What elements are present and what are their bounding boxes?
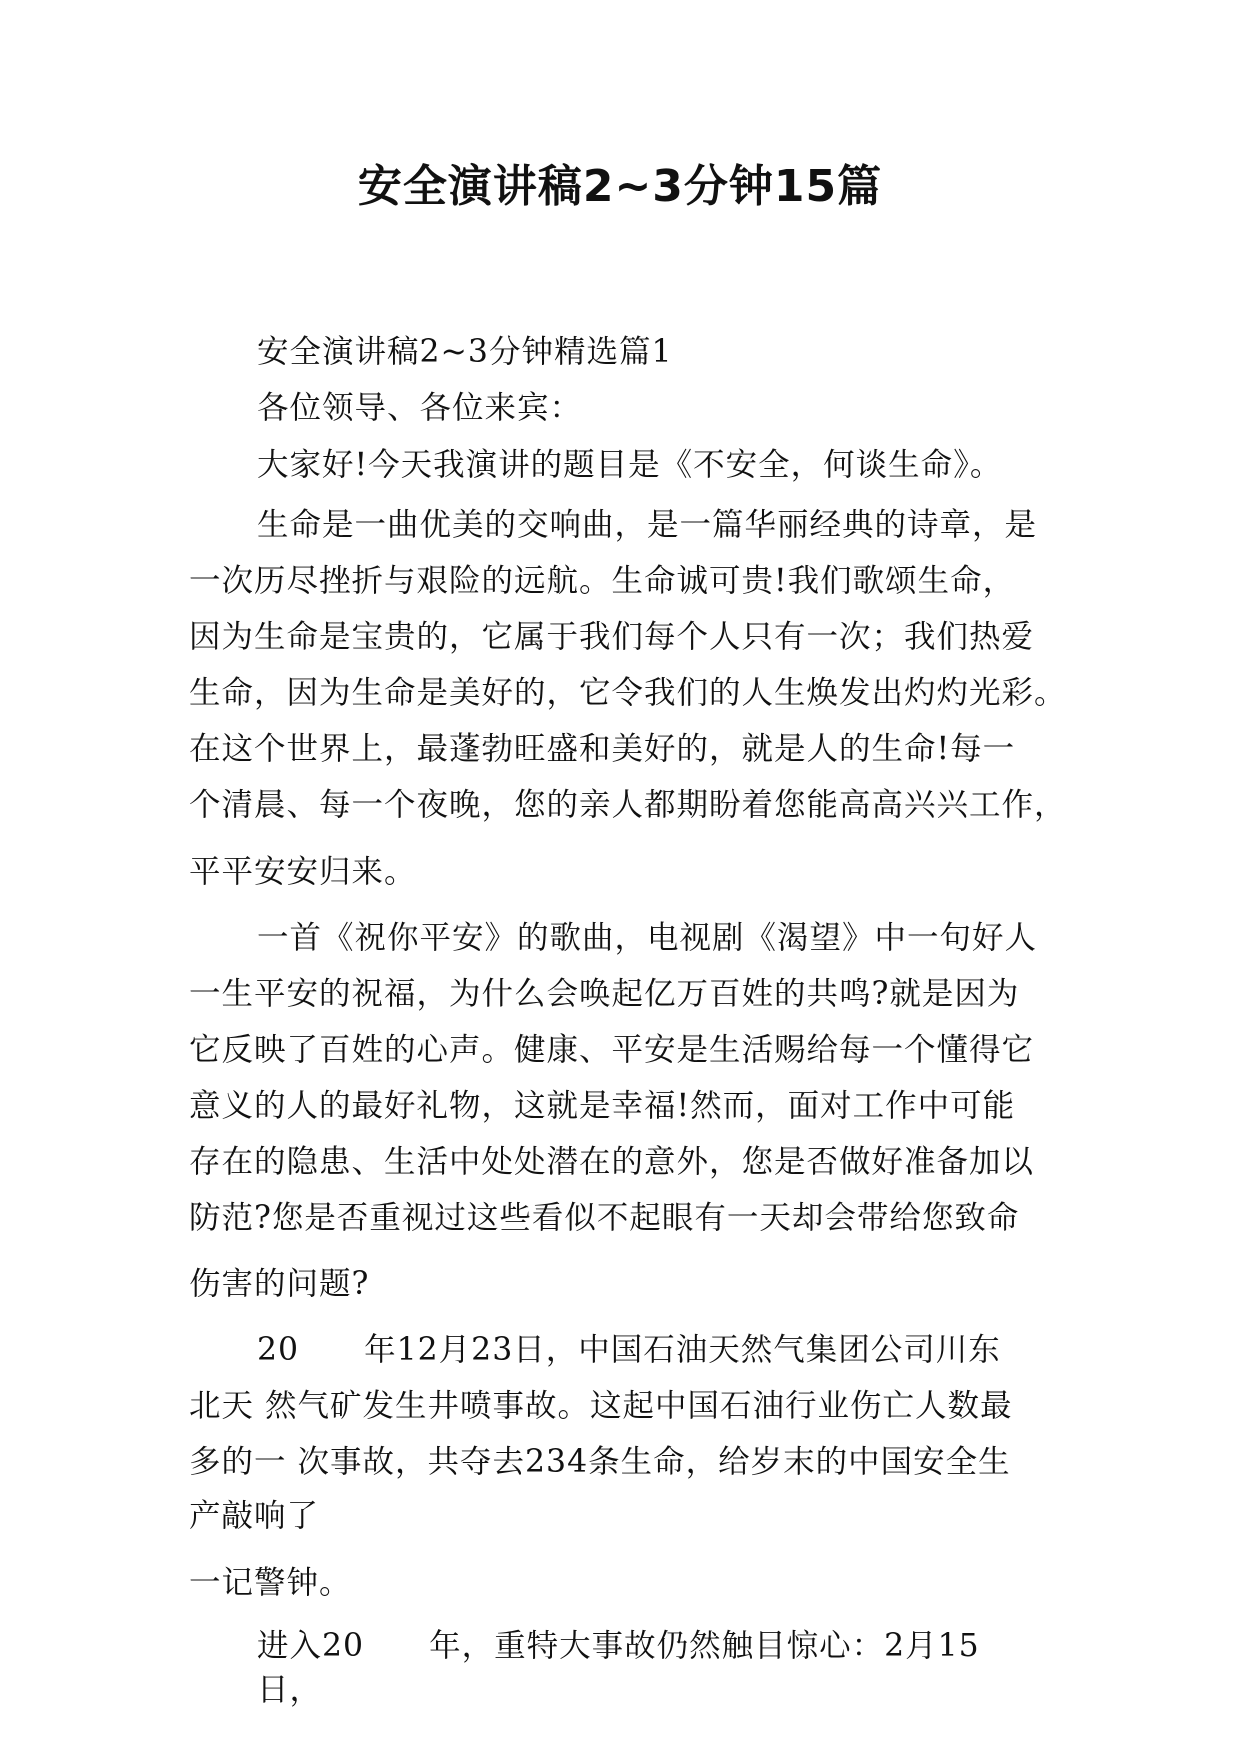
text-line: 多的一 次事故，共夺去234条生命，给岁末的中国安全生	[189, 1444, 1011, 1480]
text-line: 个清晨、每一个夜晚，您的亲人都期盼着您能高高兴兴工作，	[189, 787, 1067, 823]
text-line: 一次历尽挫折与艰险的远航。生命诚可贵!我们歌颂生命，	[189, 563, 1016, 599]
text-line: 大家好!今天我演讲的题目是《不安全，何谈生命》。	[257, 447, 1003, 483]
salutation: 各位领导、各位来宾：	[257, 390, 583, 426]
text-line: 一生平安的祝福，为什么会唤起亿万百姓的共鸣?就是因为	[189, 976, 1020, 1012]
text-line: 平平安安归来。	[189, 854, 417, 890]
text-line: 在这个世界上，最蓬勃旺盛和美好的，就是人的生命!每一	[189, 731, 1016, 767]
text-line: 意义的人的最好礼物，这就是幸福!然而，面对工作中可能	[189, 1088, 1016, 1124]
text-line: 20 年12月23日，中国石油天然气集团公司川东	[257, 1332, 1001, 1368]
text-line: 防范?您是否重视过这些看似不起眼有一天却会带给您致命	[189, 1200, 1020, 1236]
text-line: 它反映了百姓的心声。健康、平安是生活赐给每一个懂得它	[189, 1032, 1035, 1068]
text-line: 产敲响了	[189, 1498, 320, 1534]
document-title: 安全演讲稿2~3分钟15篇	[357, 161, 883, 212]
text-line: 生命是一曲优美的交响曲，是一篇华丽经典的诗章，是	[257, 507, 1038, 543]
text-line: 一首《祝你平安》的歌曲，电视剧《渴望》中一句好人	[257, 920, 1038, 956]
text-line: 北天 然气矿发生井喷事故。这起中国石油行业伤亡人数最	[189, 1388, 1013, 1424]
section-heading: 安全演讲稿2~3分钟精选篇1	[257, 334, 673, 370]
text-line: 进入20 年，重特大事故仍然触目惊心：2月15	[257, 1628, 980, 1664]
text-line: 生命，因为生命是美好的，它令我们的人生焕发出灼灼光彩。	[189, 675, 1067, 711]
text-line: 日，	[257, 1672, 323, 1708]
text-line: 存在的隐患、生活中处处潜在的意外，您是否做好准备加以	[189, 1144, 1035, 1180]
text-line: 因为生命是宝贵的，它属于我们每个人只有一次；我们热爱	[189, 619, 1035, 655]
text-line: 一记警钟。	[189, 1565, 352, 1601]
text-line: 伤害的问题?	[189, 1266, 370, 1302]
